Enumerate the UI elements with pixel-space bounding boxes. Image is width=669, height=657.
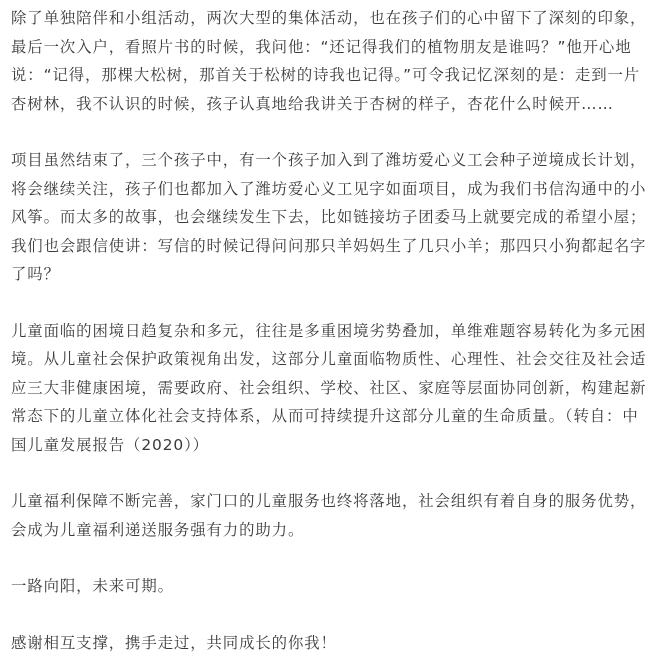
text-line: 国儿童发展报告（2020）） xyxy=(11,431,659,460)
text-line: 感谢相互支撑，携手走过，共同成长的你我！ xyxy=(11,629,659,657)
text-line: 最后一次入户，看照片书的时候，我问他：“还记得我们的植物朋友是谁吗？”他开心地 xyxy=(11,33,659,62)
text-line: 风筝。而太多的故事，也会继续发生下去，比如链接坊子团委马上就要完成的希望小屋； xyxy=(11,203,659,232)
text-line: 了吗？ xyxy=(11,260,659,289)
paragraph-child-difficulties xyxy=(11,317,659,460)
text-line: 境。从儿童社会保护政策视角出发，这部分儿童面临物质性、心理性、社会交往及社会适 xyxy=(11,345,659,374)
paragraph-welfare xyxy=(11,487,659,544)
paragraph-activities xyxy=(11,4,659,118)
text-line: 我们也会跟信使讲：写信的时候记得问问那只羊妈妈生了几只小羊；那四只小狗都起名字 xyxy=(11,232,659,261)
text-line: 说：“记得，那棵大松树，那首关于松树的诗我也记得。”可令我记忆深刻的是：走到一片 xyxy=(11,61,659,90)
article-body xyxy=(11,0,659,657)
paragraph-motto xyxy=(11,572,659,601)
paragraph-project-end xyxy=(11,146,659,289)
text-line: 会成为儿童福利递送服务强有力的助力。 xyxy=(11,516,659,545)
text-line: 儿童福利保障不断完善，家门口的儿童服务也终将落地，社会组织有着自身的服务优势， xyxy=(11,487,659,516)
text-line: 常态下的儿童立体化社会支持体系，从而可持续提升这部分儿童的生命质量。（转自：中 xyxy=(11,402,659,431)
text-line: 除了单独陪伴和小组活动，两次大型的集体活动，也在孩子们的心中留下了深刻的印象， xyxy=(11,4,659,33)
text-line: 儿童面临的困境日趋复杂和多元，往往是多重困境劣势叠加，单维难题容易转化为多元困 xyxy=(11,317,659,346)
text-line: 将会继续关注，孩子们也都加入了潍坊爱心义工见字如面项目，成为我们书信沟通中的小 xyxy=(11,175,659,204)
text-line: 一路向阳，未来可期。 xyxy=(11,572,659,601)
text-line: 杏树林，我不认识的时候，孩子认真地给我讲关于杏树的样子，杏花什么时候开…… xyxy=(11,90,659,119)
paragraph-thanks xyxy=(11,629,659,657)
text-line: 项目虽然结束了，三个孩子中，有一个孩子加入到了潍坊爱心义工会种子逆境成长计划， xyxy=(11,146,659,175)
text-line: 应三大非健康困境，需要政府、社会组织、学校、社区、家庭等层面协同创新，构建起新 xyxy=(11,374,659,403)
